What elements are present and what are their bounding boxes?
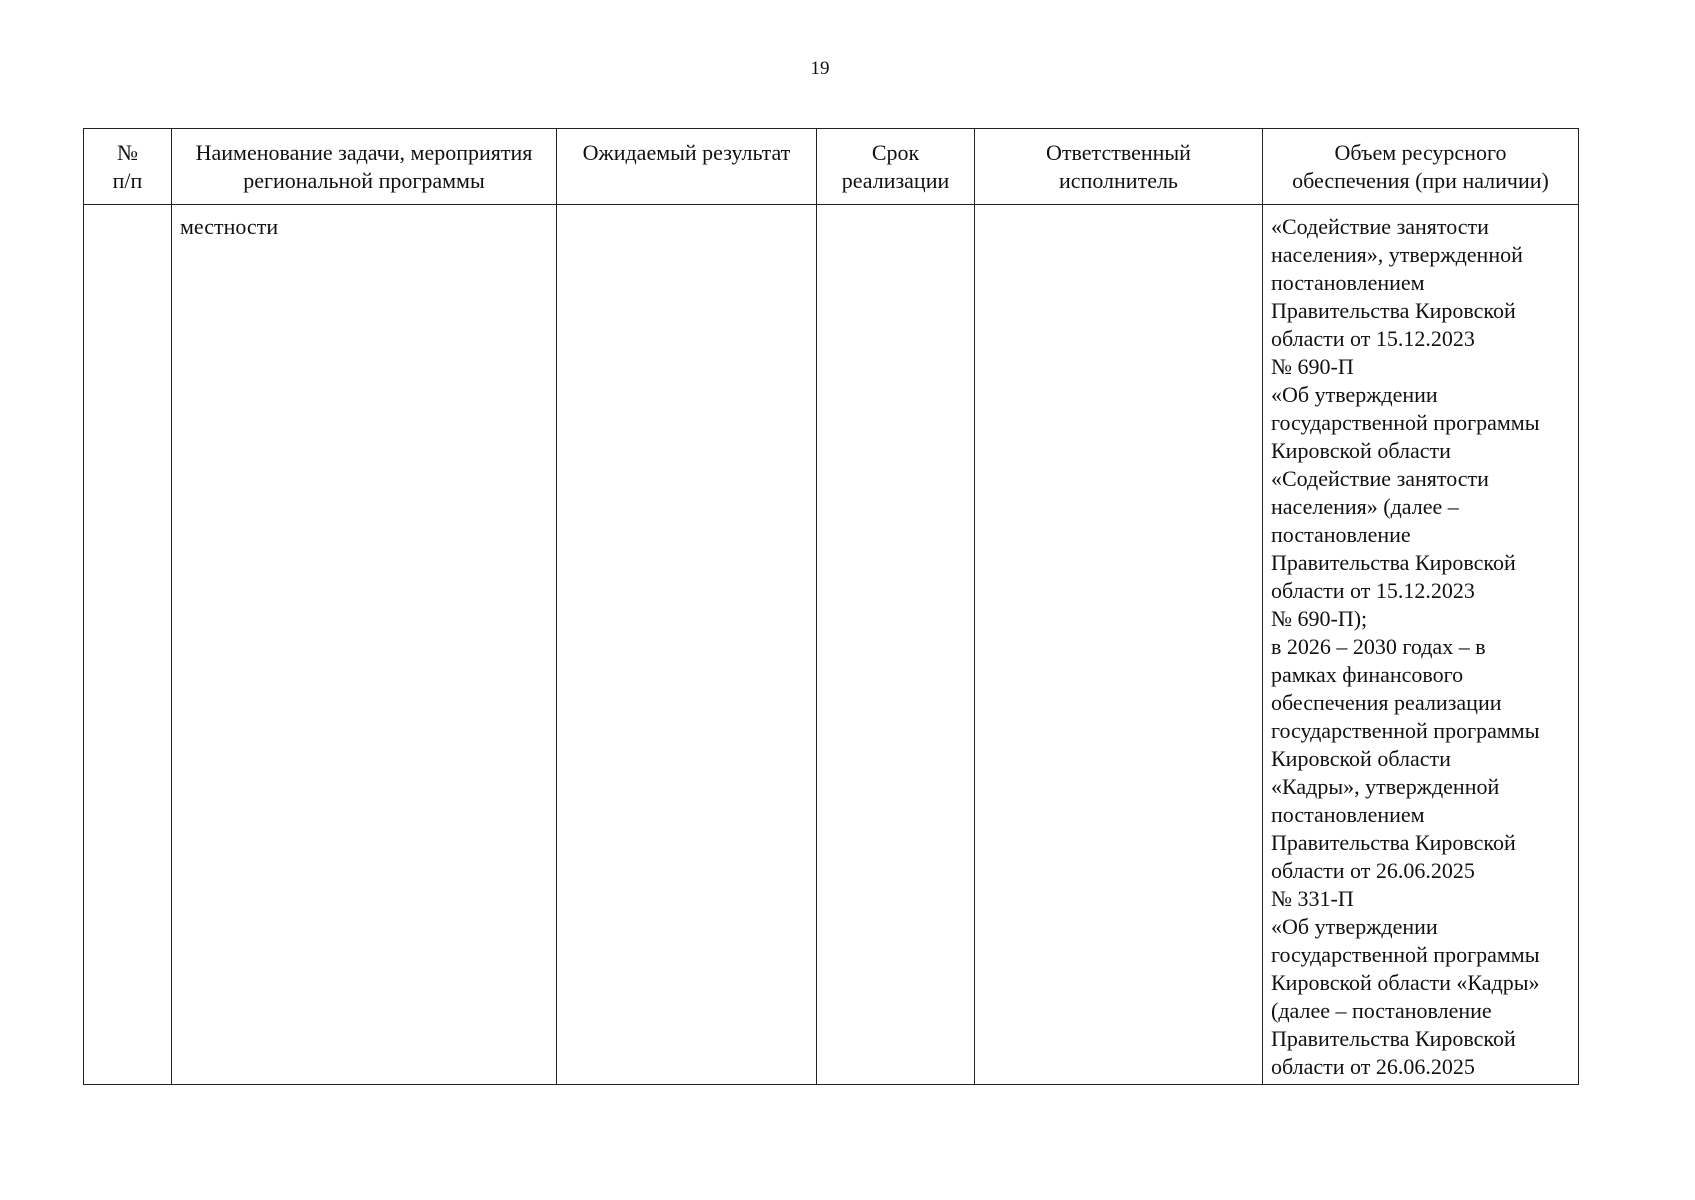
header-term-label: Срок реализации [841, 140, 950, 193]
page-number: 19 [810, 58, 830, 79]
cell-result [557, 205, 817, 1085]
header-resource [1263, 129, 1579, 205]
header-name-label: Наименование задачи, мероприятия региональной программы [195, 140, 533, 193]
header-result [557, 129, 817, 205]
cell-num [84, 205, 172, 1085]
header-result-label: Ожидаемый результат [582, 140, 791, 165]
table-header-row [84, 129, 1579, 205]
resource-text: «Содействие занятости населения», утвержденной постановлением Правительства Кировской области от 15.12.2023 № 690-П «Об утверждении государственной программы Кировской области «Содействие занятости населения» (далее – постановление Правительства Кировской области от 15.12.2023 № 690-П); в 2026 – 2030 годах – в рамках финансового обеспечения реализации государственной программы Кировской области «Кадры», утвержденной постановлением Правительства Кировской области от 26.06.2025 № 331-П «Об утверждении государственной программы Кировской области «Кадры» (далее – постановление Правительства Кировской области от 26.06.2025 [1271, 214, 1540, 1079]
header-resource-label: Объем ресурсного обеспечения (при наличии) [1292, 140, 1549, 193]
cell-term [817, 205, 975, 1085]
cell-name: местности [172, 205, 557, 1085]
table-row [84, 205, 1579, 1085]
program-table [83, 128, 1579, 1085]
header-responsible-label: Ответственный исполнитель [1046, 140, 1191, 193]
header-name [172, 129, 557, 205]
header-term [817, 129, 975, 205]
cell-resource [1263, 205, 1579, 1085]
header-num-label: № п/п [112, 140, 143, 193]
cell-responsible [975, 205, 1263, 1085]
header-num [84, 129, 172, 205]
header-responsible [975, 129, 1263, 205]
